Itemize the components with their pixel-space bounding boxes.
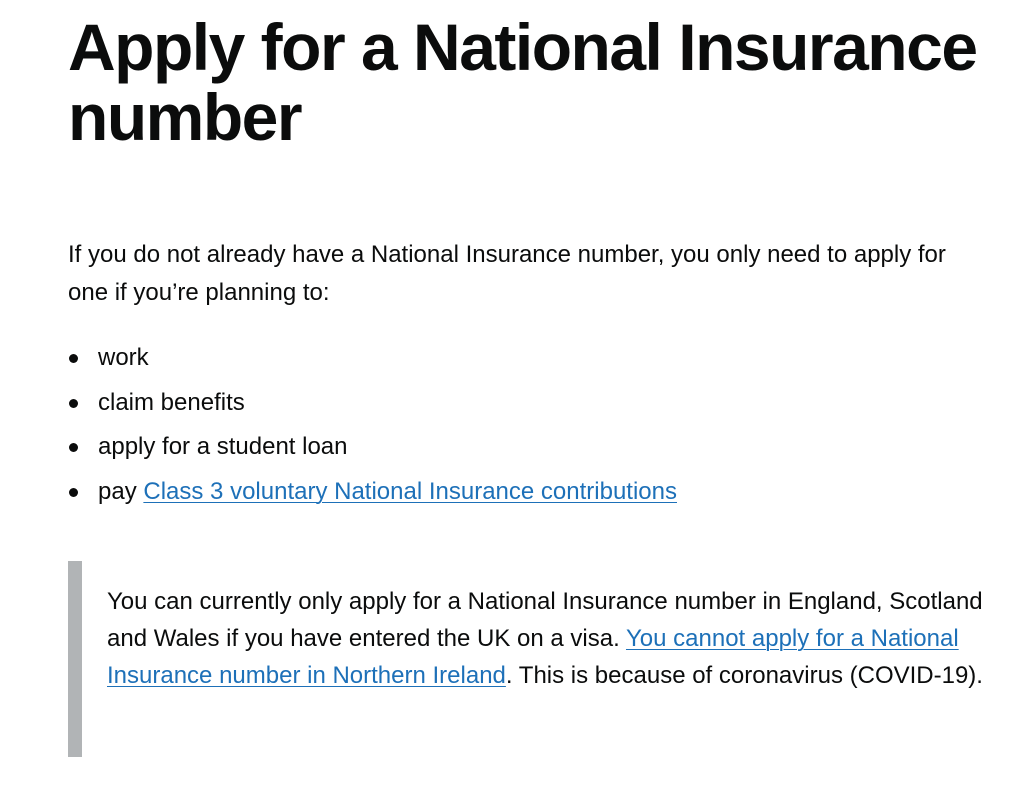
list-item-text: claim benefits [98, 388, 245, 416]
list-item-text: apply for a student loan [98, 433, 348, 460]
inset-text-panel [68, 561, 1008, 757]
page-title: Apply for a National Insurance number [68, 10, 977, 154]
intro-paragraph: If you do not already have a National Insurance number, you only need to apply for one if you’re planning to: [68, 241, 946, 306]
northern-ireland-link[interactable]: You cannot apply for a National Insurance number in Northern Ireland [107, 625, 959, 689]
main-content [68, 0, 1008, 514]
bullet-icon [69, 488, 78, 497]
inset-text-before-link: You can currently only apply for a National Insurance number in England, Scotland and Wales if you have entered the UK on a visa. [107, 588, 983, 652]
inset-text-after-link: . This is because of coronavirus (COVID-19). [505, 662, 983, 689]
inset-border [68, 561, 82, 757]
class-3-contributions-link[interactable]: Class 3 voluntary National Insurance contributions [143, 477, 677, 505]
requirements-list [68, 336, 1008, 514]
inset-paragraph [107, 583, 1007, 694]
list-item [68, 425, 1008, 470]
bullet-icon [69, 443, 78, 452]
list-item [68, 470, 1008, 515]
list-item-prefix: pay [98, 477, 144, 505]
bullet-icon [69, 354, 78, 363]
bullet-icon [69, 399, 78, 408]
list-item [68, 336, 1008, 381]
list-item-text: work [98, 344, 149, 371]
list-item [68, 381, 1008, 426]
